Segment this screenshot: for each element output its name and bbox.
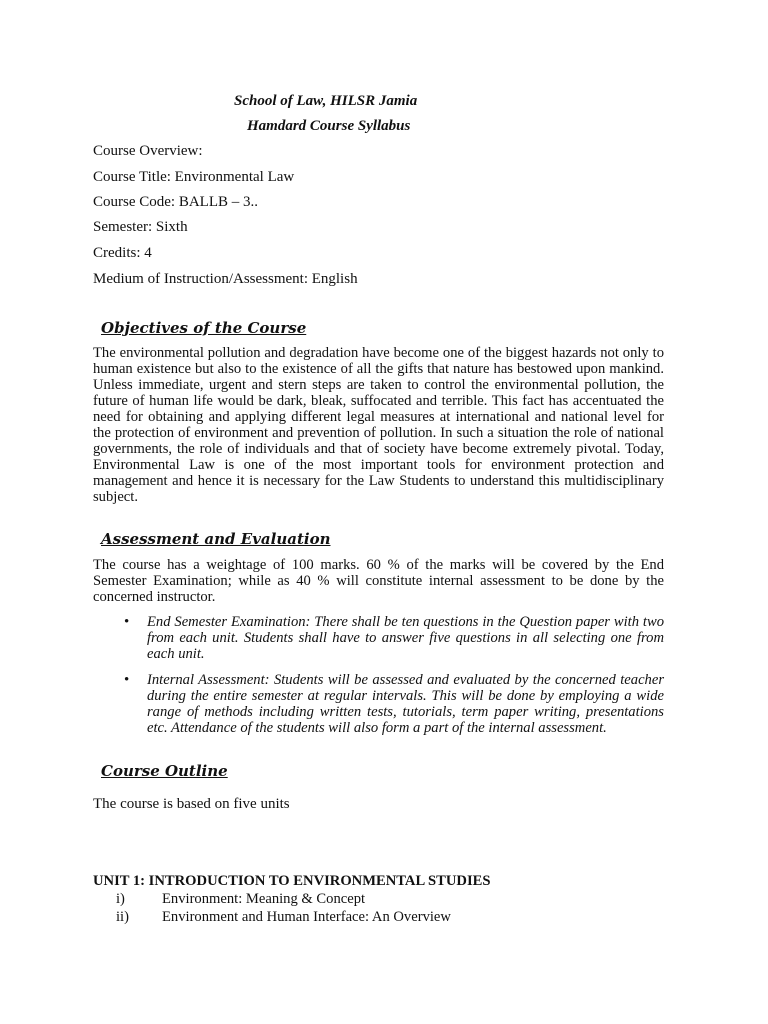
unit-item-number: i) <box>116 891 125 907</box>
bullet-internal-assessment: Internal Assessment: Students will be assessed and evaluated by the concerned teacher during the entire semester at regular intervals. This will be done by employing a wide range of methods including written tests, tutorials, term paper writing, presentations etc. Attendance of the students will also form a part of the internal assessment. <box>147 672 664 736</box>
unit-1-title: UNIT 1: INTRODUCTION TO ENVIRONMENTAL STUDIES <box>93 873 491 889</box>
bullet-end-semester: End Semester Examination: There shall be ten questions in the Question paper with two from each unit. Students shall have to answer five questions in all selecting one from each unit. <box>147 614 664 662</box>
objectives-paragraph: The environmental pollution and degradation have become one of the biggest hazards not only to human existence but also to the existence of all the gifts that nature has bestowed upon mankind. Unless immediate, urgent and stern steps are taken to control the environmental pollution, the future of human life would be dark, bleak, suffocated and terrible. This fact has accentuated the need for obtaining and applying different legal measures at international and national level for the protection of environment and prevention of pollution. In such a situation the role of national governments, the role of individuals and that of society have become extremely pivotal. Today, Environmental Law is one of the most important tools for environment protection and management and hence it is necessary for the Law Students to understand this multidisciplinary subject. <box>93 345 664 505</box>
course-code: Course Code: BALLB – 3.. <box>93 194 258 210</box>
assessment-heading: Assessment and Evaluation <box>101 530 331 548</box>
course-medium: Medium of Instruction/Assessment: English <box>93 271 358 287</box>
bullet-marker: • <box>124 614 130 630</box>
outline-heading: Course Outline <box>101 762 228 780</box>
assessment-paragraph: The course has a weightage of 100 marks. 60 % of the marks will be covered by the End Semester Examination; while as 40 % will constitute internal assessment to be done by the concerned instructor. <box>93 557 664 605</box>
unit-item-text: Environment and Human Interface: An Overview <box>162 909 451 925</box>
bullet-marker: • <box>124 672 130 688</box>
outline-text: The course is based on five units <box>93 796 290 812</box>
unit-item-text: Environment: Meaning & Concept <box>162 891 366 907</box>
header-line-2: Hamdard Course Syllabus <box>247 118 411 134</box>
objectives-heading: Objectives of the Course <box>101 319 307 337</box>
course-title: Course Title: Environmental Law <box>93 169 295 185</box>
course-overview-label: Course Overview: <box>93 143 203 159</box>
unit-item-number: ii) <box>116 909 129 925</box>
header-line-1: School of Law, HILSR Jamia <box>234 93 418 109</box>
course-semester: Semester: Sixth <box>93 219 188 235</box>
course-credits: Credits: 4 <box>93 245 152 261</box>
